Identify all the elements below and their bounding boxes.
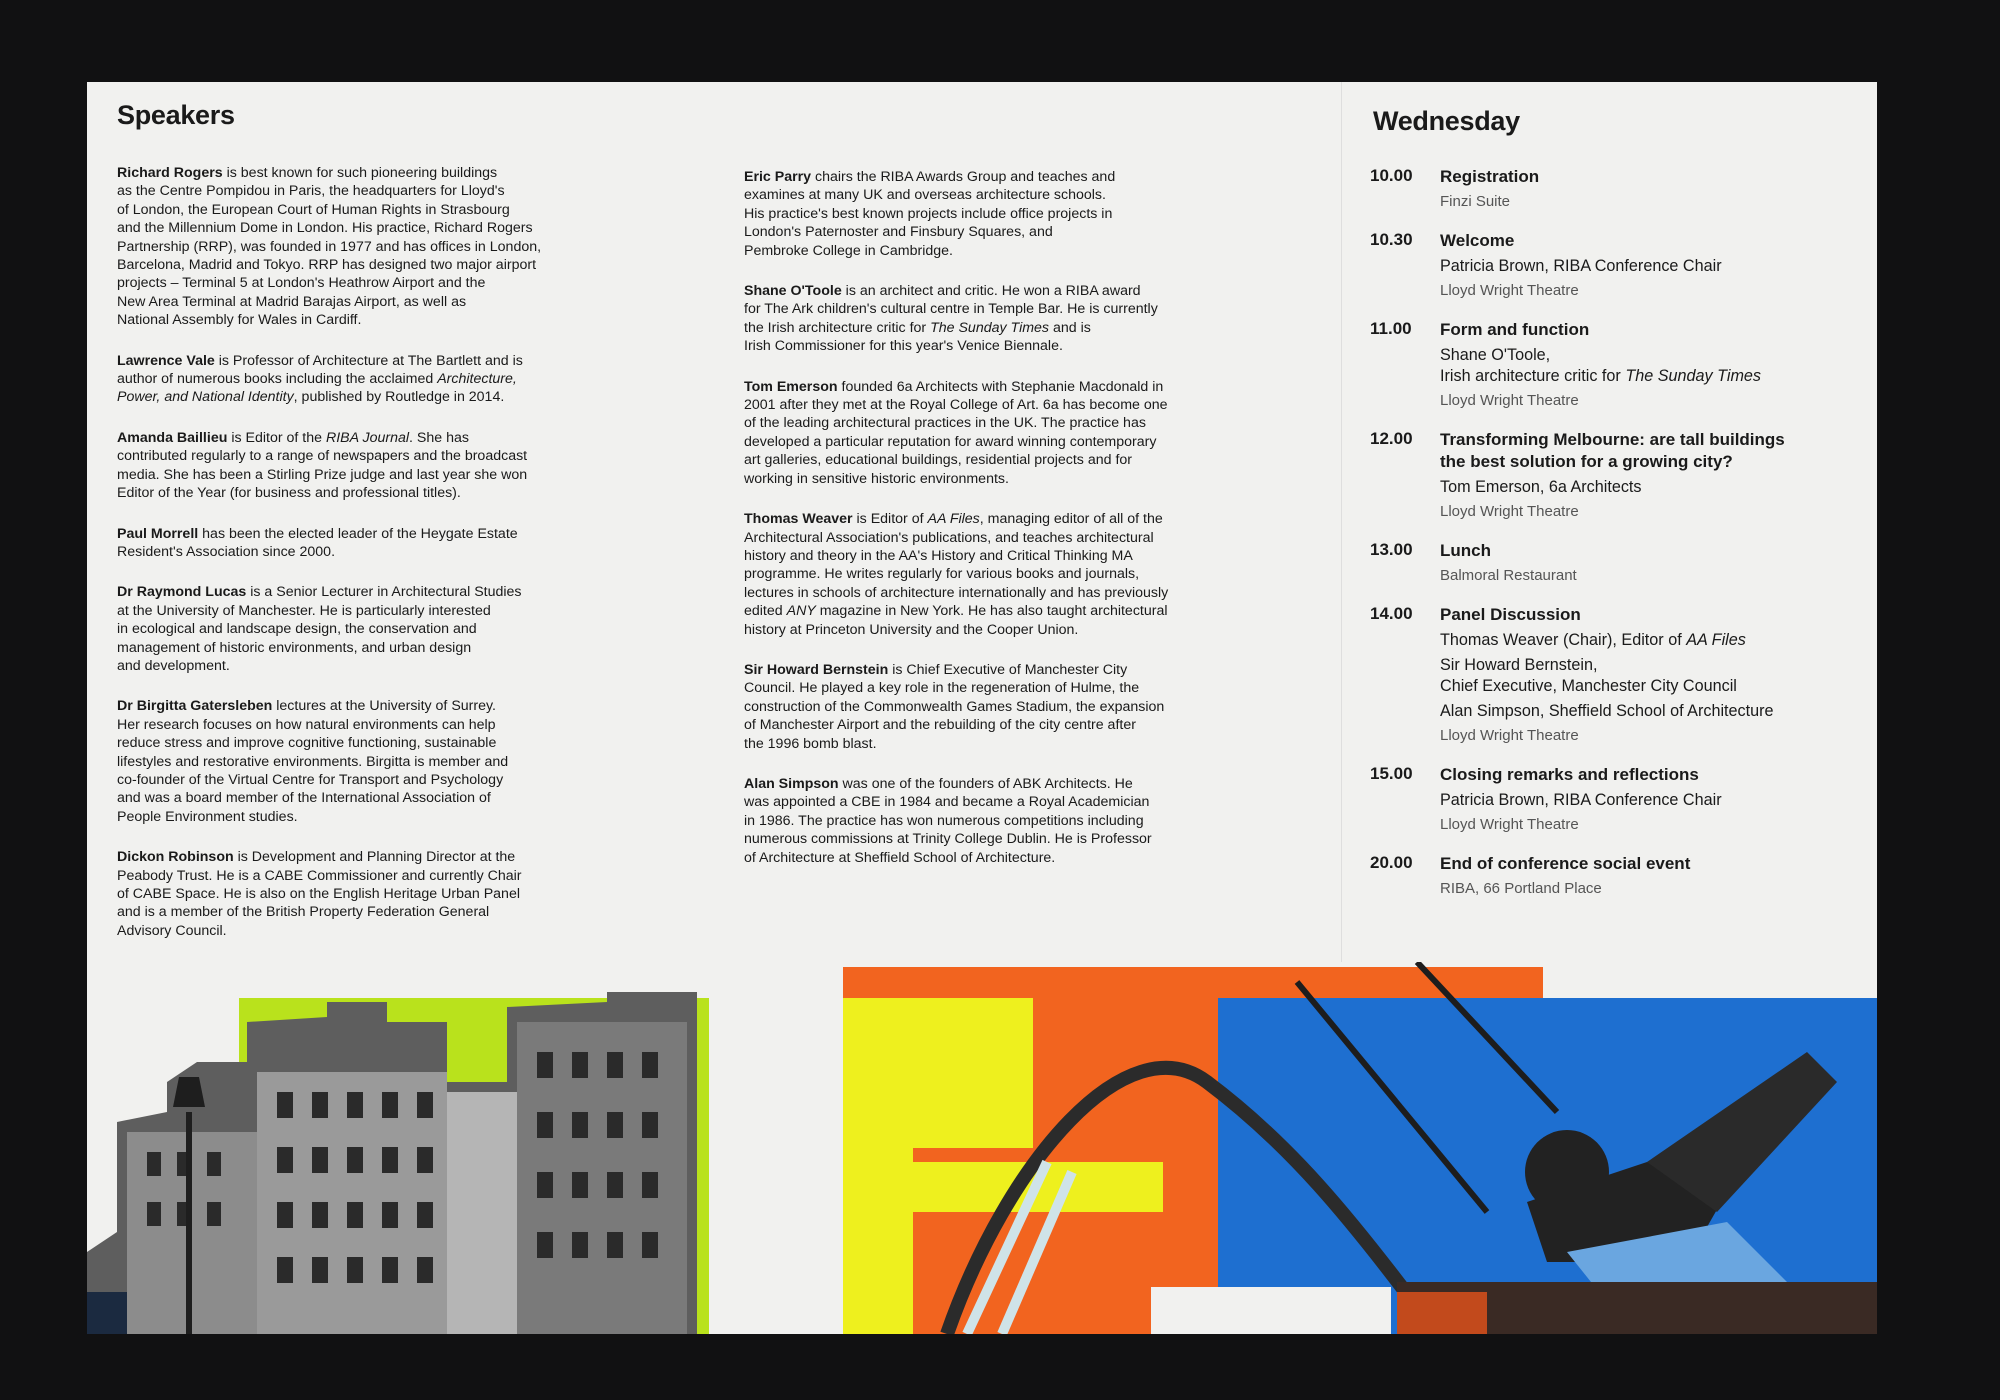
speaker-name: Paul Morrell [117, 525, 199, 542]
schedule-slot [1370, 230, 1850, 301]
bio-text: chairs the RIBA Awards Group and teaches and examines at many UK and overseas architecture schools. His practice's best known projects include office projects in London's Paternoster and Finsbury Squares, and Pembroke College in Cambridge. [744, 169, 1116, 259]
speaker-bio [117, 848, 577, 940]
slot-body [1440, 429, 1850, 522]
speaker-name: Dickon Robinson [117, 849, 234, 866]
brochure-spread [87, 82, 1877, 1334]
speaker-bio [744, 378, 1216, 488]
speaker-bio [744, 282, 1216, 356]
schedule-slot [1370, 604, 1850, 746]
schedule-slot [1370, 853, 1850, 899]
slot-detail-italic: AA Files [1686, 631, 1746, 649]
slot-title: Transforming Melbourne: are tall buildings the best solution for a growing city? [1440, 430, 1785, 471]
speaker-bio [117, 697, 577, 826]
slot-time: 15.00 [1370, 764, 1413, 783]
bio-text: has been the elected leader of the Heygate Estate Resident's Association since 2000. [117, 525, 518, 560]
slot-venue: Finzi Suite [1440, 193, 1511, 210]
bio-italic: The Sunday Times [930, 319, 1050, 336]
speaker-name: Dr Raymond Lucas [117, 584, 247, 601]
slot-venue: Lloyd Wright Theatre [1440, 727, 1579, 744]
slot-detail [1440, 655, 1850, 697]
slot-detail [1440, 477, 1850, 498]
bio-text: is Editor of the [227, 429, 326, 446]
slot-detail [1440, 630, 1850, 651]
slot-time: 13.00 [1370, 540, 1413, 559]
bio-text: lectures at the University of Surrey. Her research focuses on how natural environments can help reduce stress and improve cognitive functioning, sustainable lifestyles and restorative environments. Birgitta is member and co-founder of the Virtual Centre for Transport and Psychology and was a board member of the International Association of People Environment studies. [117, 698, 509, 825]
schedule-heading: Wednesday [1373, 106, 1520, 136]
bio-text: founded 6a Architects with Stephanie Macdonald in 2001 after they met at the Royal College of Art. 6a has become one of the leading architectural practices in the UK. The practice has developed a particular reputation for award winning contemporary art galleries, educational buildings, residential projects and for working in sensitive historic environments. [744, 378, 1168, 487]
slot-detail-italic: The Sunday Times [1625, 367, 1762, 385]
slot-detail [1440, 256, 1850, 277]
bio-text: is Professor of Architecture at The Bartlett and is author of numerous books including the acclaimed [117, 352, 523, 388]
bio-italic: Architecture, Power, and National Identity [117, 371, 517, 406]
slot-detail [1440, 345, 1850, 387]
page-fold [1341, 82, 1342, 962]
schedule-slot [1370, 764, 1850, 835]
bio-text: is best known for such pioneering buildings as the Centre Pompidou in Paris, the headquarters for Lloyd's of London, the European Court of Human Rights in Strasbourg and the Millennium Dome in London. His practice, Richard Rogers Partnership (RRP), was founded in 1977 and has offices in London, Barcelona, Madrid and Tokyo. RRP has designed two major airport projects – Terminal 5 at London's Heathrow Airport and the New Area Terminal at Madrid Barajas Airport, as well as National Assembly for Wales in Cardiff. [117, 165, 542, 329]
speaker-bio [117, 583, 577, 675]
speakers-heading: Speakers [117, 100, 235, 130]
speaker-bio [117, 525, 577, 562]
bio-italic: AA Files [927, 511, 980, 528]
schedule-slot [1370, 166, 1850, 212]
slot-venue: Lloyd Wright Theatre [1440, 282, 1579, 299]
collage-white-box [1151, 1287, 1391, 1334]
schedule-list [1370, 166, 1850, 917]
speaker-bio [744, 775, 1216, 867]
slot-detail-text: Thomas Weaver (Chair), Editor of [1440, 631, 1687, 649]
speakers-column-left [117, 164, 577, 962]
slot-detail-text: Shane O'Toole, Irish architecture critic for [1440, 346, 1621, 385]
bio-text: , managing editor of all of the Architectural Association's publications, and teaches architectural history and theory in the AA's History and Critical Thinking MA programme. He writes regularly for various books and journals, lectures in schools of architecture internationally and has previously edited [744, 511, 1169, 620]
speaker-name: Alan Simpson [744, 775, 839, 792]
slot-time: 10.30 [1370, 230, 1413, 249]
bio-text: , published by Routledge in 2014. [293, 389, 505, 406]
speaker-name: Eric Parry [744, 169, 812, 185]
slot-body [1440, 230, 1850, 301]
speaker-name: Dr Birgitta Gatersleben [117, 698, 273, 715]
schedule-slot [1370, 319, 1850, 411]
slot-time: 10.00 [1370, 166, 1413, 185]
slot-detail-text: Tom Emerson, 6a Architects [1440, 478, 1642, 496]
speaker-bio [744, 661, 1216, 753]
schedule-slot [1370, 540, 1850, 586]
collage-yellow-block [843, 998, 1033, 1148]
collage-trees [87, 1292, 127, 1334]
slot-title: End of conference social event [1440, 854, 1691, 873]
slot-body [1440, 166, 1850, 212]
slot-detail-text: Sir Howard Bernstein, Chief Executive, Manchester City Council [1440, 656, 1737, 695]
bio-text: is Development and Planning Director at the Peabody Trust. He is a CABE Commissioner and currently Chair of CABE Space. He is also on the English Heritage Urban Panel and is a member of the British Property Federation General Advisory Council. [117, 849, 522, 939]
slot-body [1440, 604, 1850, 746]
speaker-name: Amanda Baillieu [117, 429, 228, 446]
slot-title: Panel Discussion [1440, 605, 1581, 624]
slot-body [1440, 540, 1850, 586]
speaker-name: Shane O'Toole [744, 283, 842, 300]
slot-detail-text: Alan Simpson, Sheffield School of Architecture [1440, 702, 1774, 720]
slot-title: Lunch [1440, 541, 1491, 560]
speaker-name: Richard Rogers [117, 165, 223, 181]
speaker-name: Tom Emerson [744, 378, 838, 395]
bio-italic: RIBA Journal [325, 429, 410, 446]
bio-text: is Chief Executive of Manchester City Council. He played a key role in the regeneration of Hulme, the construction of the Commonwealth Games Stadium, the expansion of Manchester Airport and the rebuilding of the city centre after the 1996 bomb blast. [744, 661, 1165, 752]
bio-italic: ANY [786, 603, 816, 620]
speaker-bio [744, 510, 1216, 639]
slot-time: 20.00 [1370, 853, 1413, 872]
slot-title: Closing remarks and reflections [1440, 765, 1699, 784]
slot-title: Registration [1440, 167, 1540, 186]
slot-detail [1440, 790, 1850, 811]
slot-detail [1440, 701, 1850, 722]
bio-text: and is Irish Commissioner for this year's Venice Biennale. [744, 319, 1091, 355]
bio-text: is a Senior Lecturer in Architectural Studies at the University of Manchester. He is particularly interested in ecological and landscape design, the conservation and management of historic environments, and urban design and development. [117, 584, 522, 674]
bio-text: . She has contributed regularly to a range of newspapers and the broadcast media. She has been a Stirling Prize judge and last year she won Editor of the Year (for business and professional titles). [117, 429, 528, 502]
slot-venue: Lloyd Wright Theatre [1440, 816, 1579, 833]
speaker-name: Thomas Weaver [744, 511, 853, 528]
speakers-column-middle [744, 168, 1216, 889]
bio-text: is an architect and critic. He won a RIBA award for The Ark children's cultural centre in Temple Bar. He is currently the Irish architecture critic for [744, 283, 1158, 336]
slot-time: 12.00 [1370, 429, 1413, 448]
collage-image [87, 962, 1877, 1334]
speaker-bio [117, 429, 577, 503]
slot-title: Form and function [1440, 320, 1590, 339]
speaker-name: Lawrence Vale [117, 352, 215, 369]
slot-time: 11.00 [1370, 319, 1412, 338]
speaker-bio [744, 168, 1216, 260]
slot-venue: Balmoral Restaurant [1440, 567, 1577, 584]
collage-crowd [1397, 1282, 1877, 1334]
slot-detail-text: Patricia Brown, RIBA Conference Chair [1440, 791, 1722, 809]
slot-venue: Lloyd Wright Theatre [1440, 503, 1579, 520]
schedule-slot [1370, 429, 1850, 522]
speaker-bio [117, 352, 577, 407]
slot-body [1440, 853, 1850, 899]
speaker-bio [117, 164, 577, 330]
slot-venue: Lloyd Wright Theatre [1440, 392, 1579, 409]
speaker-name: Sir Howard Bernstein [744, 661, 889, 678]
slot-detail-text: Patricia Brown, RIBA Conference Chair [1440, 257, 1722, 275]
slot-body [1440, 319, 1850, 411]
bio-text: was one of the founders of ABK Architects. He was appointed a CBE in 1984 and became a Royal Academician in 1986. The practice has won numerous competitions including numerous commissions at Trinity College Dublin. He is Professor of Architecture at Sheffield School of Architecture. [744, 775, 1152, 866]
bio-text: magazine in New York. He has also taught architectural history at Princeton University and the Cooper Union. [744, 603, 1168, 638]
bio-text: is Editor of [852, 511, 928, 528]
slot-venue: RIBA, 66 Portland Place [1440, 880, 1602, 897]
slot-title: Welcome [1440, 231, 1515, 250]
slot-body [1440, 764, 1850, 835]
slot-time: 14.00 [1370, 604, 1413, 623]
